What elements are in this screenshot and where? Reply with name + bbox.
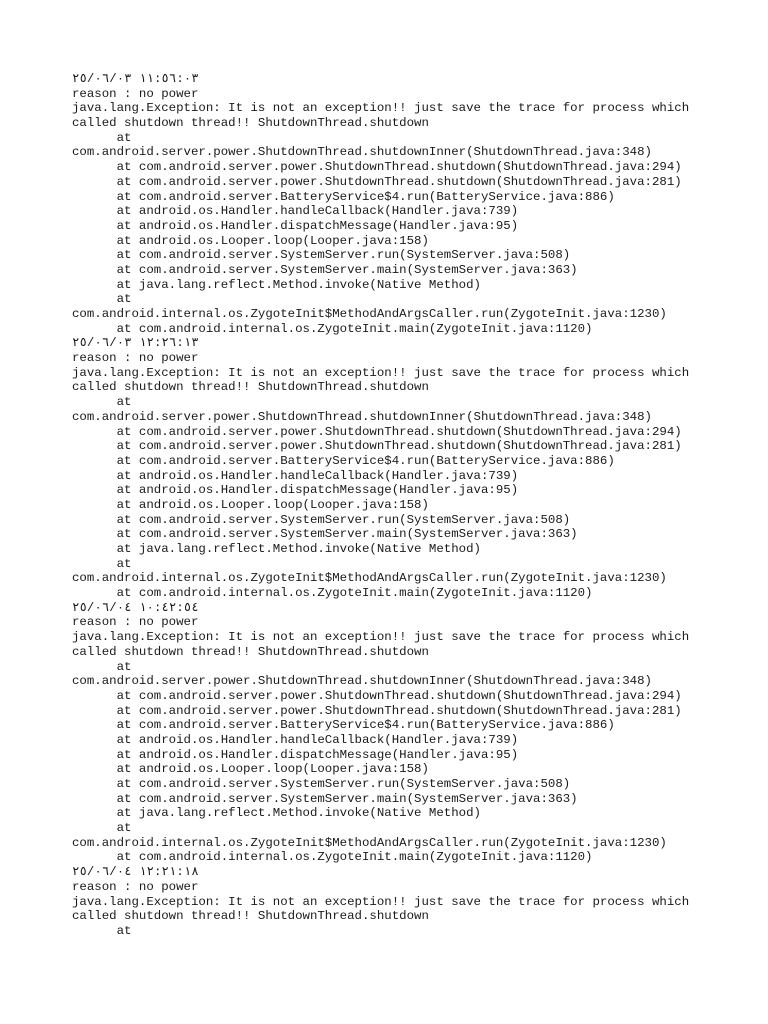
log-line: at java.lang.reflect.Method.invoke(Native Method) <box>72 277 481 292</box>
log-line: at com.android.server.SystemServer.main(SystemServer.java:363) <box>72 262 578 277</box>
log-line: at android.os.Looper.loop(Looper.java:158) <box>72 762 429 777</box>
log-line: at com.android.internal.os.ZygoteInit.main(ZygoteInit.java:1120) <box>72 321 593 336</box>
log-line: at android.os.Handler.handleCallback(Handler.java:739) <box>72 468 519 483</box>
log-timestamp: ١١:٥٦:٠٣ ٢٥/٠٦/٠٣ <box>72 72 199 86</box>
log-timestamp: ١٢:٢٦:١٣ ٢٥/٠٦/٠٣ <box>72 336 199 351</box>
log-line: called shutdown thread!! ShutdownThread.shutdown <box>72 909 429 924</box>
log-timestamp: ١٠:٤٢:٥٤ ٢٥/٠٦/٠٤ <box>72 600 199 615</box>
log-line: called shutdown thread!! ShutdownThread.shutdown <box>72 380 429 395</box>
log-line: at com.android.server.SystemServer.main(SystemServer.java:363) <box>72 527 578 542</box>
log-line: at android.os.Handler.dispatchMessage(Handler.java:95) <box>72 483 519 498</box>
log-line: java.lang.Exception: It is not an exception!! just save the trace for process which <box>72 894 690 909</box>
log-line: at com.android.server.BatteryService$4.run(BatteryService.java:886) <box>72 718 615 733</box>
log-line: com.android.internal.os.ZygoteInit$MethodAndArgsCaller.run(ZygoteInit.java:1230) <box>72 835 667 850</box>
log-line: com.android.internal.os.ZygoteInit$MethodAndArgsCaller.run(ZygoteInit.java:1230) <box>72 307 667 321</box>
log-line: at <box>72 292 132 307</box>
log-line: at com.android.server.power.ShutdownThread.shutdown(ShutdownThread.java:294) <box>72 424 682 439</box>
log-line: reason : no power <box>72 615 199 630</box>
log-line: called shutdown thread!! ShutdownThread.shutdown <box>72 116 429 131</box>
log-line: at <box>72 821 132 836</box>
log-line: at java.lang.reflect.Method.invoke(Native Method) <box>72 806 481 821</box>
log-line: com.android.server.power.ShutdownThread.shutdownInner(ShutdownThread.java:348) <box>72 145 652 160</box>
log-line: at <box>72 556 132 571</box>
log-line: at android.os.Looper.loop(Looper.java:158) <box>72 497 429 512</box>
log-line: at com.android.server.power.ShutdownThread.shutdown(ShutdownThread.java:281) <box>72 439 682 454</box>
log-line: at com.android.server.SystemServer.run(SystemServer.java:508) <box>72 512 571 527</box>
log-line: java.lang.Exception: It is not an exception!! just save the trace for process which <box>72 365 690 380</box>
log-line: at com.android.server.BatteryService$4.run(BatteryService.java:886) <box>72 189 615 204</box>
log-line: at <box>72 395 132 410</box>
log-line: reason : no power <box>72 86 199 101</box>
log-line: java.lang.Exception: It is not an exception!! just save the trace for process which <box>72 101 690 116</box>
log-line: at java.lang.reflect.Method.invoke(Native Method) <box>72 542 481 556</box>
log-line: com.android.internal.os.ZygoteInit$MethodAndArgsCaller.run(ZygoteInit.java:1230) <box>72 571 667 586</box>
log-line: com.android.server.power.ShutdownThread.shutdownInner(ShutdownThread.java:348) <box>72 674 652 689</box>
log-line: at com.android.internal.os.ZygoteInit.main(ZygoteInit.java:1120) <box>72 850 593 865</box>
log-line: at android.os.Handler.dispatchMessage(Handler.java:95) <box>72 218 519 233</box>
log-line: at com.android.server.SystemServer.run(SystemServer.java:508) <box>72 248 571 263</box>
log-line: at android.os.Handler.handleCallback(Handler.java:739) <box>72 204 519 219</box>
log-line: at com.android.server.power.ShutdownThread.shutdown(ShutdownThread.java:294) <box>72 160 682 175</box>
log-line: at com.android.server.power.ShutdownThread.shutdown(ShutdownThread.java:294) <box>72 688 682 703</box>
log-line: java.lang.Exception: It is not an exception!! just save the trace for process which <box>72 630 690 645</box>
log-line: com.android.server.power.ShutdownThread.shutdownInner(ShutdownThread.java:348) <box>72 409 652 424</box>
log-line: at com.android.server.BatteryService$4.run(BatteryService.java:886) <box>72 453 615 468</box>
log-line: reason : no power <box>72 879 199 894</box>
log-line: at android.os.Handler.dispatchMessage(Handler.java:95) <box>72 747 519 762</box>
log-line: at android.os.Handler.handleCallback(Handler.java:739) <box>72 732 519 747</box>
log-line: at com.android.server.SystemServer.run(SystemServer.java:508) <box>72 777 571 791</box>
log-document <box>72 72 732 939</box>
log-line: at android.os.Looper.loop(Looper.java:158) <box>72 233 429 248</box>
log-line: at com.android.internal.os.ZygoteInit.main(ZygoteInit.java:1120) <box>72 586 593 601</box>
log-timestamp: ١٢:٢١:١٨ ٢٥/٠٦/٠٤ <box>72 865 199 880</box>
log-line: at <box>72 130 132 145</box>
log-line: called shutdown thread!! ShutdownThread.shutdown <box>72 644 429 659</box>
log-line: at com.android.server.power.ShutdownThread.shutdown(ShutdownThread.java:281) <box>72 174 682 189</box>
log-line: at <box>72 923 132 938</box>
log-line: at <box>72 659 132 674</box>
log-line: reason : no power <box>72 351 199 366</box>
log-line: at com.android.server.power.ShutdownThread.shutdown(ShutdownThread.java:281) <box>72 703 682 718</box>
log-line: at com.android.server.SystemServer.main(SystemServer.java:363) <box>72 791 578 806</box>
